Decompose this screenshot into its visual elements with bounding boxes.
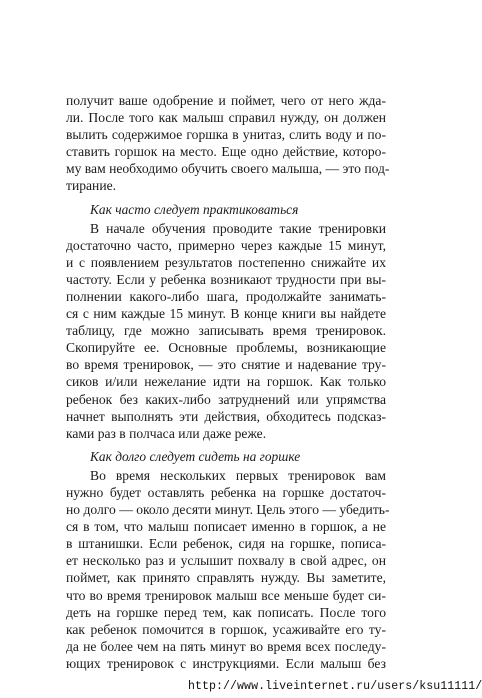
text-line: как ребенок помочится в горшок, усаживайте его ту- bbox=[66, 621, 386, 637]
text-line: му вам необходимо обучить своего малыша, — это под- bbox=[66, 161, 390, 177]
text-line: и с появлением результатов постепенно снижайте их bbox=[66, 254, 386, 270]
text-line: получит ваше одобрение и поймет, чего от него жда- bbox=[66, 93, 386, 108]
text-line: Во время нескольких первых тренировок вам bbox=[90, 467, 386, 483]
text-line: ся в том, что малыш пописает именно в горшок, а не bbox=[66, 519, 386, 535]
text-line: во время тренировок, — это снятие и надевание тру- bbox=[66, 357, 386, 373]
section-heading-practice-frequency: Как часто следует практиковаться bbox=[90, 201, 299, 217]
text-line: вылить содержимое горшка в унитаз, слить воду и по- bbox=[66, 127, 386, 143]
text-line: ся с ним каждые 15 минут. В конце книги вы найдете bbox=[66, 306, 386, 322]
source-watermark: http://www.liveinternet.ru/users/ksu11111/ bbox=[188, 680, 482, 693]
text-line: ли. После того как малыш справил нужду, он должен bbox=[66, 110, 386, 126]
text-line: Скопируйте ее. Основные проблемы, возникающие bbox=[66, 340, 386, 356]
text-line: нужно будет оставлять ребенка на горшке достаточ- bbox=[66, 485, 386, 501]
text-line: поймет, как принято справлять нужду. Вы заметите, bbox=[66, 570, 386, 586]
text-line: В начале обучения проводите такие тренировки bbox=[90, 220, 386, 236]
text-line: но долго — около десяти минут. Цель этого — убедить- bbox=[66, 502, 390, 518]
text-line: тирание. bbox=[66, 178, 117, 194]
text-line: начнет выполнять эти действия, обходитесь подсказ- bbox=[66, 408, 386, 424]
text-line: деть на горшке перед тем, как пописать. После того bbox=[66, 604, 386, 620]
text-line: таблицу, где можно записывать время тренировок. bbox=[66, 323, 386, 339]
text-line: достаточно часто, примерно через каждые 15 минут, bbox=[66, 237, 386, 253]
text-line: сиков и/или нежелание идти на горшок. Как только bbox=[66, 374, 386, 390]
text-line: ющих тренировок с инструкциями. Если малыш без bbox=[66, 655, 386, 671]
text-line: ками раз в полчаса или даже реже. bbox=[66, 425, 267, 441]
text-line: да не более чем на пять минут во время всех последу- bbox=[66, 638, 386, 654]
text-line: что во время тренировок малыш все меньше будет си- bbox=[66, 587, 386, 603]
text-line: в штанишки. Если ребенок, сидя на горшке, пописа- bbox=[66, 536, 386, 552]
text-line: ребенок без каких-либо затруднений или упрямства bbox=[66, 391, 386, 407]
text-line: ет несколько раз и услышит похвалу в свой адрес, он bbox=[66, 553, 386, 569]
section-heading-sitting-duration: Как долго следует сидеть на горшке bbox=[90, 449, 301, 465]
text-line: частоту. Если у ребенка возникают трудности при вы- bbox=[66, 271, 386, 287]
text-line: ставить горшок на место. Еще одно действие, которо- bbox=[66, 144, 386, 160]
text-line: полнении какого-либо шага, продолжайте занимать- bbox=[66, 289, 386, 305]
